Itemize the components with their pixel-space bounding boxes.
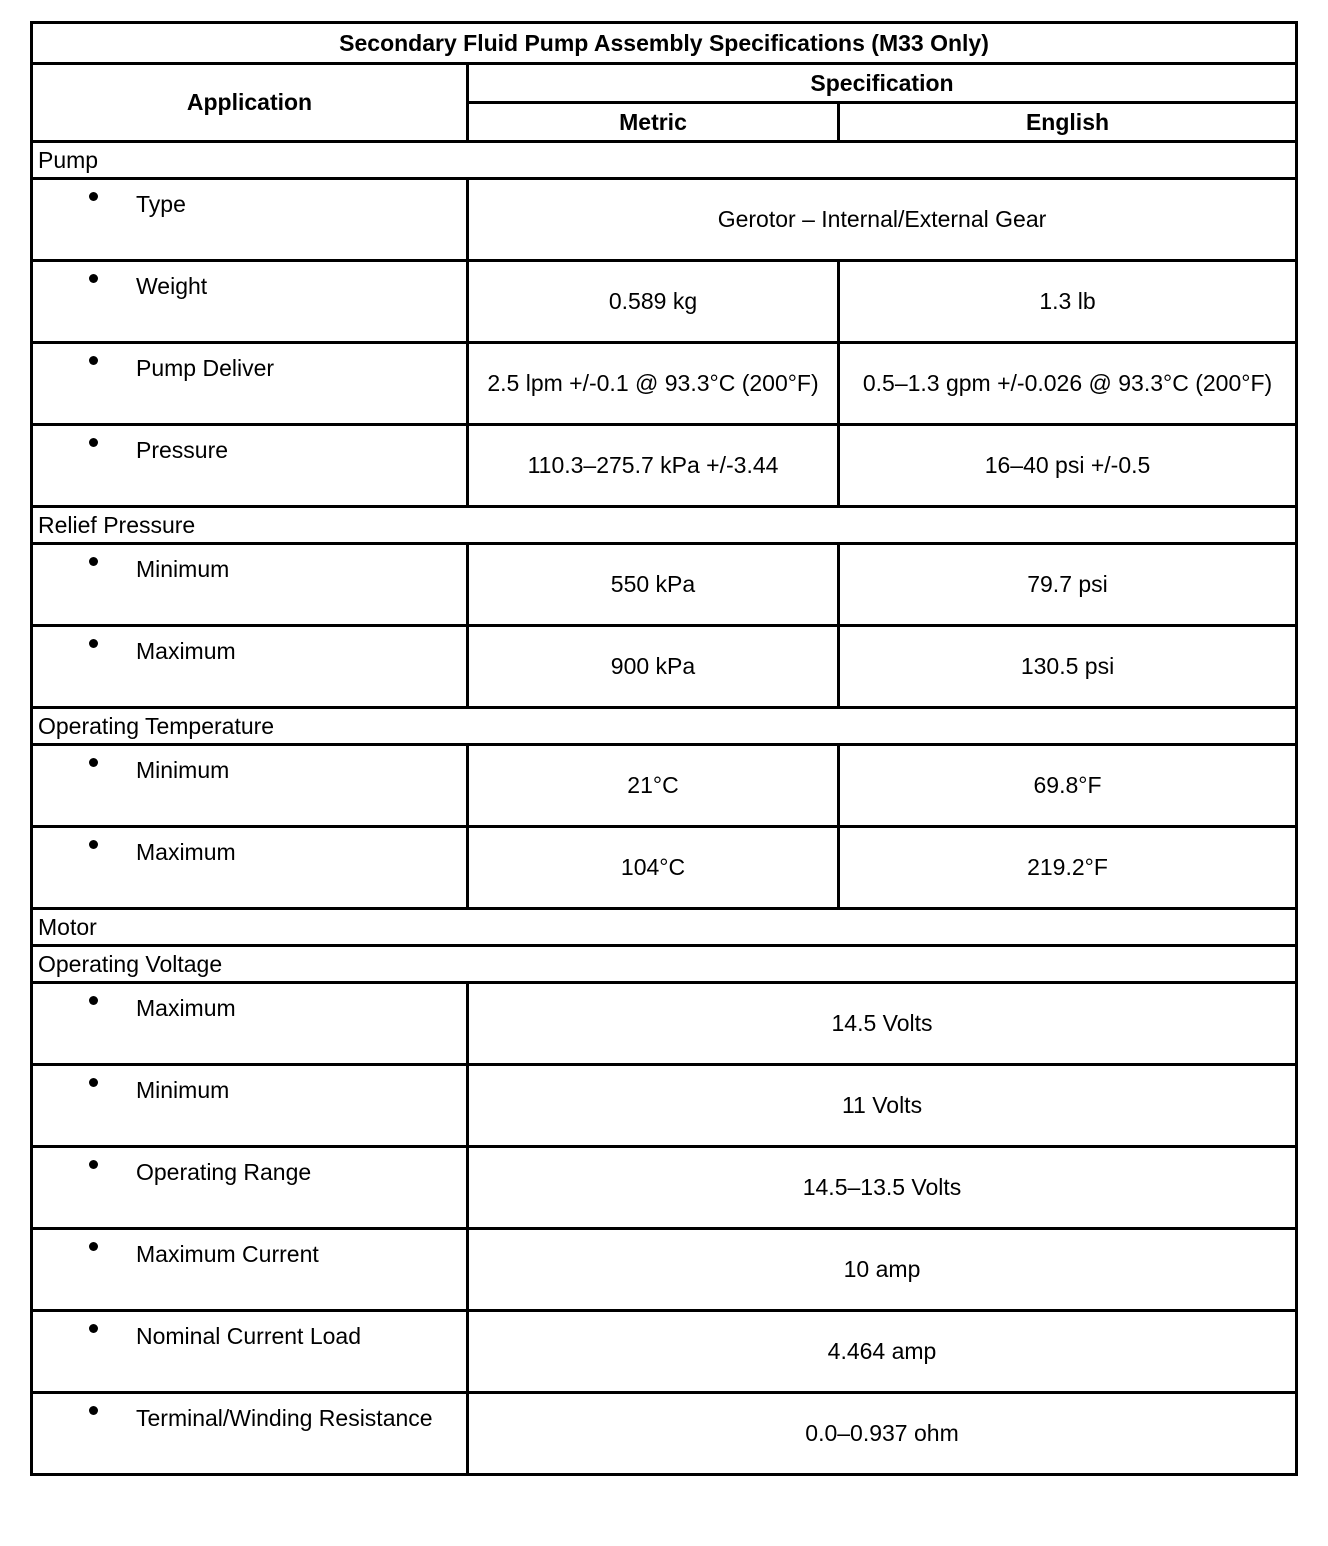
table-row (32, 626, 1297, 708)
spec-body (32, 142, 1297, 1475)
item-label: Minimum (136, 1077, 230, 1103)
english-value: 219.2°F (839, 827, 1297, 909)
combined-value: 14.5–13.5 Volts (468, 1147, 1297, 1229)
application-cell (32, 343, 468, 425)
section-label: Motor (32, 909, 1297, 946)
bullet-icon (89, 1406, 98, 1415)
metric-value: 110.3–275.7 kPa +/-3.44 (468, 425, 839, 507)
english-value: 1.3 lb (839, 261, 1297, 343)
item-label: Minimum (136, 556, 230, 582)
application-cell (32, 1065, 468, 1147)
bullet-icon (89, 1160, 98, 1169)
section-label: Operating Temperature (32, 708, 1297, 745)
application-cell (32, 261, 468, 343)
bullet-icon (89, 274, 98, 283)
application-cell (32, 626, 468, 708)
english-header: English (839, 103, 1297, 142)
section-row (32, 946, 1297, 983)
bullet-icon (89, 1078, 98, 1087)
table-row (32, 179, 1297, 261)
section-label: Pump (32, 142, 1297, 179)
item-label: Maximum Current (136, 1241, 319, 1267)
application-cell (32, 179, 468, 261)
section-row (32, 708, 1297, 745)
item-label: Pressure (136, 437, 229, 463)
combined-value: 11 Volts (468, 1065, 1297, 1147)
combined-value: 14.5 Volts (468, 983, 1297, 1065)
application-cell (32, 1393, 468, 1475)
section-row (32, 507, 1297, 544)
application-cell (32, 827, 468, 909)
specification-header: Specification (468, 64, 1297, 103)
item-label: Maximum (136, 995, 236, 1021)
bullet-icon (89, 840, 98, 849)
table-row (32, 544, 1297, 626)
application-cell (32, 425, 468, 507)
metric-value: 550 kPa (468, 544, 839, 626)
table-row (32, 827, 1297, 909)
section-row (32, 142, 1297, 179)
table-row (32, 343, 1297, 425)
application-cell (32, 983, 468, 1065)
english-value: 69.8°F (839, 745, 1297, 827)
bullet-icon (89, 758, 98, 767)
combined-value: 0.0–0.937 ohm (468, 1393, 1297, 1475)
english-value: 130.5 psi (839, 626, 1297, 708)
item-label: Maximum (136, 839, 236, 865)
application-cell (32, 1311, 468, 1393)
table-row (32, 1147, 1297, 1229)
table-row (32, 425, 1297, 507)
item-label: Type (136, 191, 186, 217)
bullet-icon (89, 356, 98, 365)
item-label: Operating Range (136, 1159, 312, 1185)
section-label: Relief Pressure (32, 507, 1297, 544)
application-header: Application (32, 64, 468, 142)
bullet-icon (89, 639, 98, 648)
table-row (32, 1311, 1297, 1393)
item-label: Nominal Current Load (136, 1323, 362, 1349)
bullet-icon (89, 996, 98, 1005)
application-cell (32, 1229, 468, 1311)
table-title: Secondary Fluid Pump Assembly Specifications (M33 Only) (32, 23, 1297, 64)
application-cell (32, 745, 468, 827)
table-row (32, 1065, 1297, 1147)
metric-header: Metric (468, 103, 839, 142)
bullet-icon (89, 192, 98, 201)
metric-value: 0.589 kg (468, 261, 839, 343)
bullet-icon (89, 1324, 98, 1333)
table-row (32, 983, 1297, 1065)
metric-value: 104°C (468, 827, 839, 909)
english-value: 79.7 psi (839, 544, 1297, 626)
application-cell (32, 544, 468, 626)
table-row (32, 261, 1297, 343)
bullet-icon (89, 557, 98, 566)
table-row (32, 745, 1297, 827)
table-row (32, 1393, 1297, 1475)
bullet-icon (89, 438, 98, 447)
english-value: 0.5–1.3 gpm +/-0.026 @ 93.3°C (200°F) (839, 343, 1297, 425)
section-label: Operating Voltage (32, 946, 1297, 983)
combined-value: Gerotor – Internal/External Gear (468, 179, 1297, 261)
combined-value: 4.464 amp (468, 1311, 1297, 1393)
section-row (32, 909, 1297, 946)
item-label: Pump Deliver (136, 355, 275, 381)
english-value: 16–40 psi +/-0.5 (839, 425, 1297, 507)
item-label: Terminal/Winding Resistance (136, 1405, 433, 1431)
spec-table (30, 21, 1298, 1476)
metric-value: 900 kPa (468, 626, 839, 708)
item-label: Maximum (136, 638, 236, 664)
table-row (32, 1229, 1297, 1311)
item-label: Minimum (136, 757, 230, 783)
bullet-icon (89, 1242, 98, 1251)
item-label: Weight (136, 273, 208, 299)
application-cell (32, 1147, 468, 1229)
combined-value: 10 amp (468, 1229, 1297, 1311)
metric-value: 21°C (468, 745, 839, 827)
metric-value: 2.5 lpm +/-0.1 @ 93.3°C (200°F) (468, 343, 839, 425)
